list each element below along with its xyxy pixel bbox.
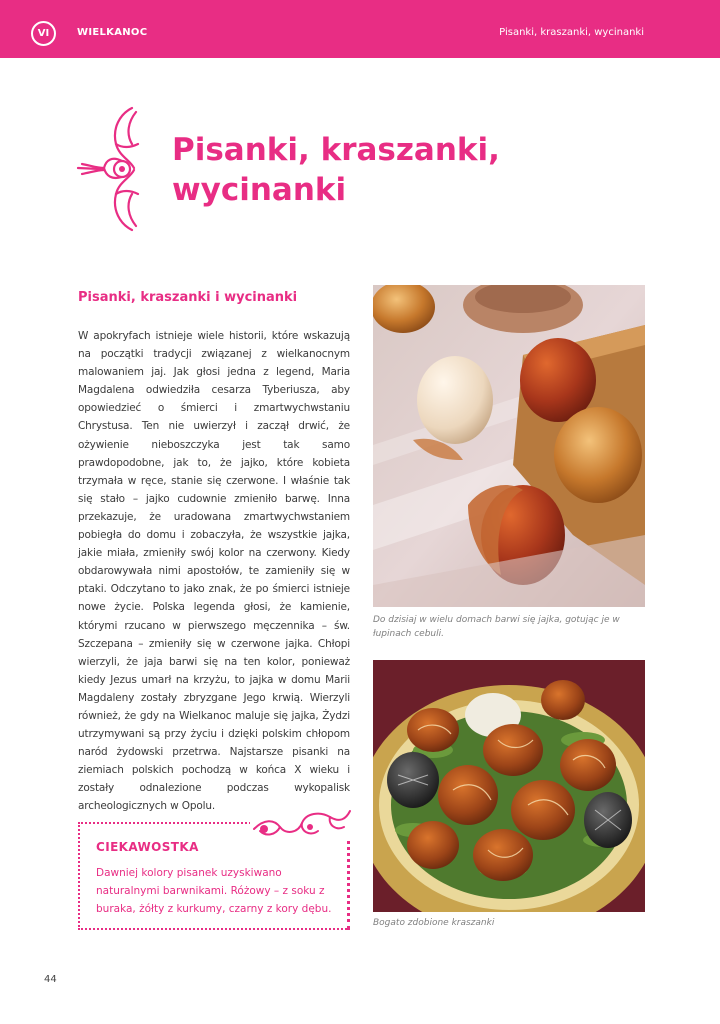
swirl-ornament-icon — [76, 104, 146, 234]
fact-box-text: Dawniej kolory pisanek uzyskiwano naturalnymi barwnikami. Różowy – z soku z buraka, żółty z kurkumy, czarny z kory dębu. — [96, 867, 332, 915]
decorated-eggs-basket-photo — [373, 660, 645, 912]
header-bar — [0, 0, 720, 58]
page-number: 44 — [44, 974, 57, 985]
page-title: Pisanki, kraszanki, wycinanki — [172, 132, 500, 208]
article-body: W apokryfach istnieje wiele historii, które wskazują na początki tradycji związanej z wielkanocnym malowaniem jaj. Jak głosi jedna z legend, Maria Magdalena odwiedziła cesarza Tyberiusza, aby opowiedzieć o śmierci i zmartwychwstaniu Chrystusa. Ten nie uwierzył i zaczął drwić, że ożywienie nieboszczyka jest tak samo prawdopodobne, jak to, że jajko, które kobieta trzymała w ręce, stanie się czerwone. I właśnie tak się stało – jajko cudownie zmieniło barwę. Inna przekazuje, że uradowana zmartwychwstaniem pobiegła do domu i zobaczyła, że wszystkie jajka, jakie miała, zmieniły swój kolor na czerwony. Kiedy obdarowywała nimi apostołów, te zamieniły się w ptaki. Odczytano to jako znak, że po śmierci istnieje nowe życie. Polska legenda głosi, że kamienie, którymi rzucano w pierwszego męczennika – św. Szczepana – zmieniły się w czerwone jajka. Chłopi wierzyli, że jaja barwi się na ten kolor, ponieważ kiedy Jezus umarł na krzyżu, to jajka w domu Marii Magdaleny zostały zbryzgane Jego krwią. Wierzyli również, że gdy na Wielkanoc maluje się jajka, Żydzi utrzymywani są przy życiu i dzięki polskim chłopom naród żydowski przetrwa. Najstarsze pisanki na ziemiach polskich pochodzą w końca X wieku i zostały odnalezione podczas wykopalisk archeologicznych w Opolu. — [78, 330, 350, 813]
article-subheading: Pisanki, kraszanki i wycinanki — [78, 290, 298, 305]
onion-dyed-eggs-photo — [373, 285, 645, 607]
running-title: Pisanki, kraszanki, wycinanki — [499, 27, 644, 38]
chapter-badge: VI — [31, 21, 56, 46]
fact-box-title: CIEKAWOSTKA — [96, 840, 199, 854]
photo-caption: Bogato zdobione kraszanki — [373, 918, 495, 928]
flourish-ornament-icon — [250, 805, 354, 841]
photo-caption: Do dzisiaj w wielu domach barwi się jajka, gotując je w łupinach cebuli. — [373, 615, 620, 639]
section-name: WIELKANOC — [77, 27, 148, 38]
article — [78, 290, 350, 816]
